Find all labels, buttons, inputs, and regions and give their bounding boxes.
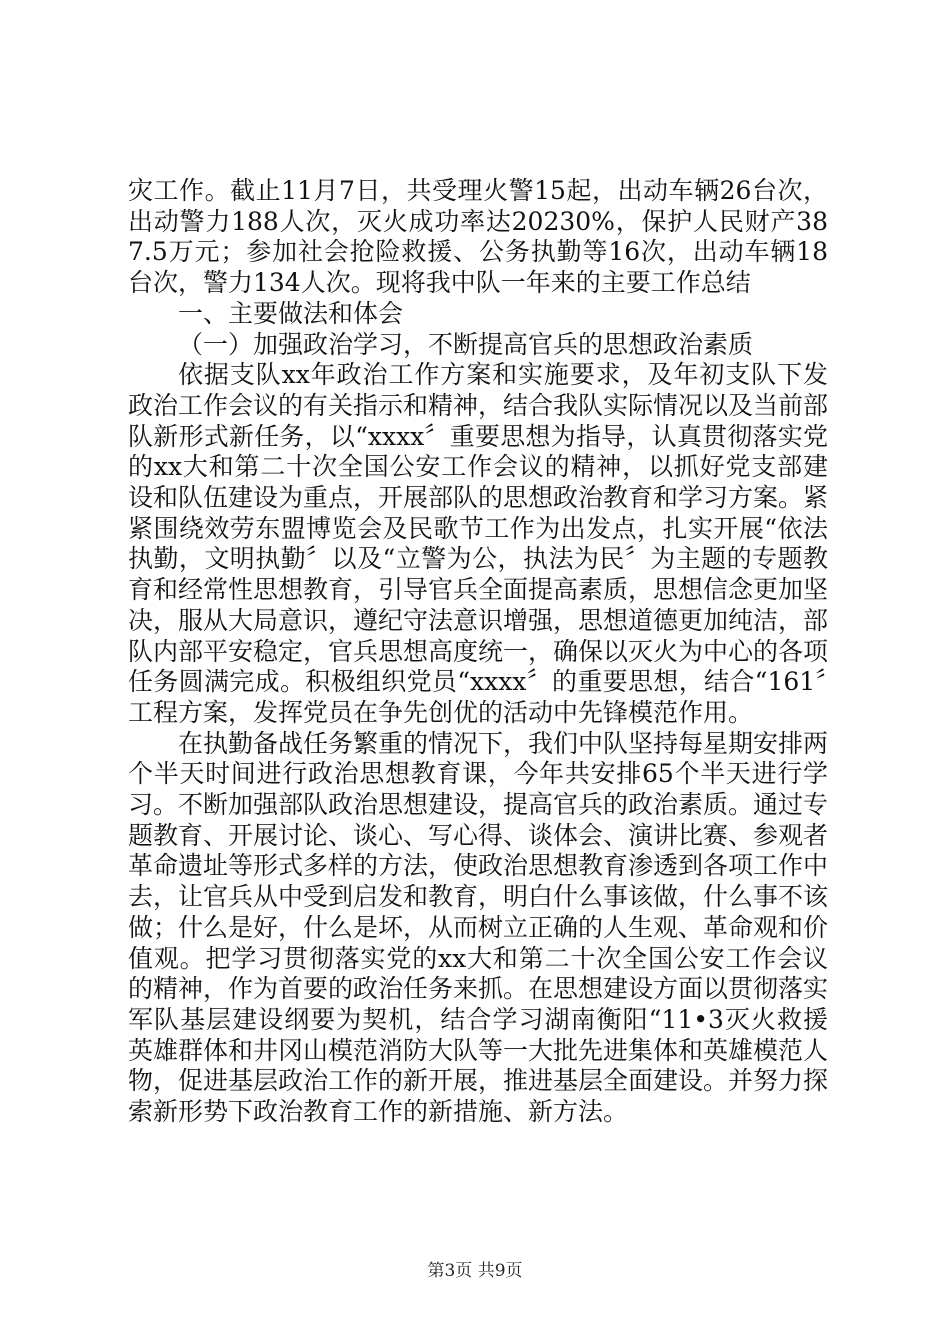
paragraph-education-classes: 在执勤备战任务繁重的情况下，我们中队坚持每星期安排两个半天时间进行政治思想教育课，今年共安排65个半天进行学习。不断加强部队政治思想建设，提高官兵的政治素质。通过专题教育、开展讨论、谈心、写心得、谈体会、演讲比赛、参观者革命遗址等形式多样的方法，使政治思想教育渗透到各项工作中去，让官兵从中受到启发和教育，明白什么事该做，什么事不该做；什么是好，什么是坏，从而树立正确的人生观、革命观和价值观。把学习贯彻落实党的xx大和第二十次全国公安工作会议的精神，作为首要的政治任务来抓。在思想建设方面以贯彻落实军队基层建设纲要为契机，结合学习湖南衡阳“11•3灭火救援英雄群体和井冈山模范消防大队等一大批先进集体和英雄模范人物，促进基层政治工作的新开展，推进基层全面建设。并努力探索新形势下政治教育工作的新措施、新方法。	[128, 728, 829, 1127]
page-footer: 第3页 共9页	[427, 1261, 523, 1281]
subsection-heading: （一）加强政治学习，不断提高官兵的思想政治素质	[178, 329, 754, 359]
section-heading: 一、主要做法和体会	[178, 298, 404, 328]
document-body	[128, 176, 828, 1128]
paragraph-continuation: 灾工作。截止11月7日，共受理火警15起，出动车辆26台次，出动警力188人次，灭火成功率达20230%，保护人民财产387.5万元；参加社会抢险救援、公务执勤等16次，出动车辆18台次，警力134人次。现将我中队一年来的主要工作总结	[128, 176, 828, 298]
paragraph-political-study: 依据支队xx年政治工作方案和实施要求，及年初支队下发政治工作会议的有关指示和精神，结合我队实际情况以及当前部队新形式新任务，以“xxxx〞重要思想为指导，认真贯彻落实党的xx大和第二十次全国公安工作会议的精神，以抓好党支部建设和队伍建设为重点，开展部队的思想政治教育和学习方案。紧紧围绕效劳东盟博览会及民歌节工作为出发点，扎实开展“依法执勤，文明执勤〞以及“立警为公，执法为民〞为主题的专题教育和经常性思想教育，引导官兵全面提高素质，思想信念更加坚决，服从大局意识，遵纪守法意识增强，思想道德更加纯洁，部队内部平安稳定，官兵思想高度统一，确保以灭火为中心的各项任务圆满完成。积极组织党员“xxxx〞的重要思想，结合“161〞工程方案，发挥党员在争先创优的活动中先锋模范作用。	[128, 360, 829, 727]
